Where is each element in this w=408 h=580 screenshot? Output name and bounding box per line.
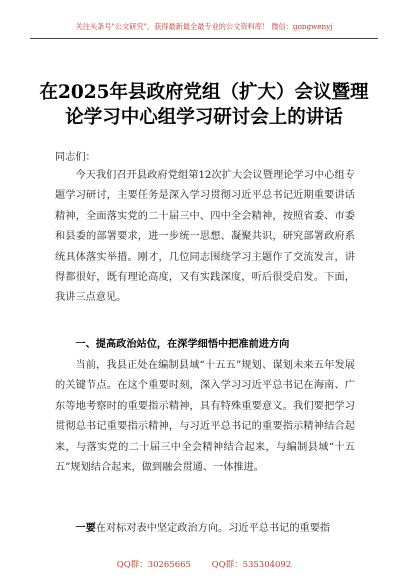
title-line-2: 论学习中心组学习研讨会上的讲话 bbox=[65, 107, 343, 128]
document-title bbox=[24, 80, 384, 130]
header-banner: 关注头条号"公文研究"，获得最新最全最专业的公文资料库！ 微信：gongwenyj bbox=[75, 22, 333, 31]
title-line-1: 在2025年县政府党组（扩大）会议暨理 bbox=[39, 82, 369, 103]
paragraph-3-lead: 一要 bbox=[75, 522, 96, 534]
salutation: 同志们： bbox=[55, 152, 96, 163]
paragraph-3 bbox=[55, 518, 355, 539]
header-divider bbox=[30, 38, 378, 39]
footer bbox=[0, 559, 408, 571]
section-heading-1: 一、提高政治站位，在深学细悟中把准前进方向 bbox=[75, 338, 290, 350]
paragraph-3-text: 在对标对表中坚定政治方向。习近平总书记的重要指 bbox=[95, 523, 331, 534]
paragraph-2: 当前，我县正处在编制县域“十五五”规划、谋划未来五年发展的关键节点。在这个重要时刻，深入学习习近平总书记在海南、广东等地考察时的重要指示精神，具有特殊重要意义。我们要把学习贯彻总书记重要指示精神，与习近平总书记的重要指示精神结合起来，与落实党的二十届三中全会精神结合起来，与编制县域“十五五”规划结合起来，做到融会贯通、一体推进。 bbox=[55, 360, 355, 474]
paragraph-1: 今天我们召开县政府党组第12次扩大会议暨理论学习中心组专题学习研讨，主要任务是深入学习贯彻习近平总书记近期重要讲话精神，全面落实党的二十届三中、四中全会精神，按照省委、市委和县委的部署要求，进一步统一思想、凝聚共识，研究部署政府系统具体落实举措。刚才，几位同志围绕学习主题作了交流发言，讲得都很好，既有理论高度，又有实践深度，听后很受启发。下面，我讲三点意见。 bbox=[55, 170, 355, 304]
footer-qq-group-1: QQ群：30265665 bbox=[116, 560, 191, 570]
footer-qq-group-2: QQ群：535304092 bbox=[211, 560, 292, 570]
